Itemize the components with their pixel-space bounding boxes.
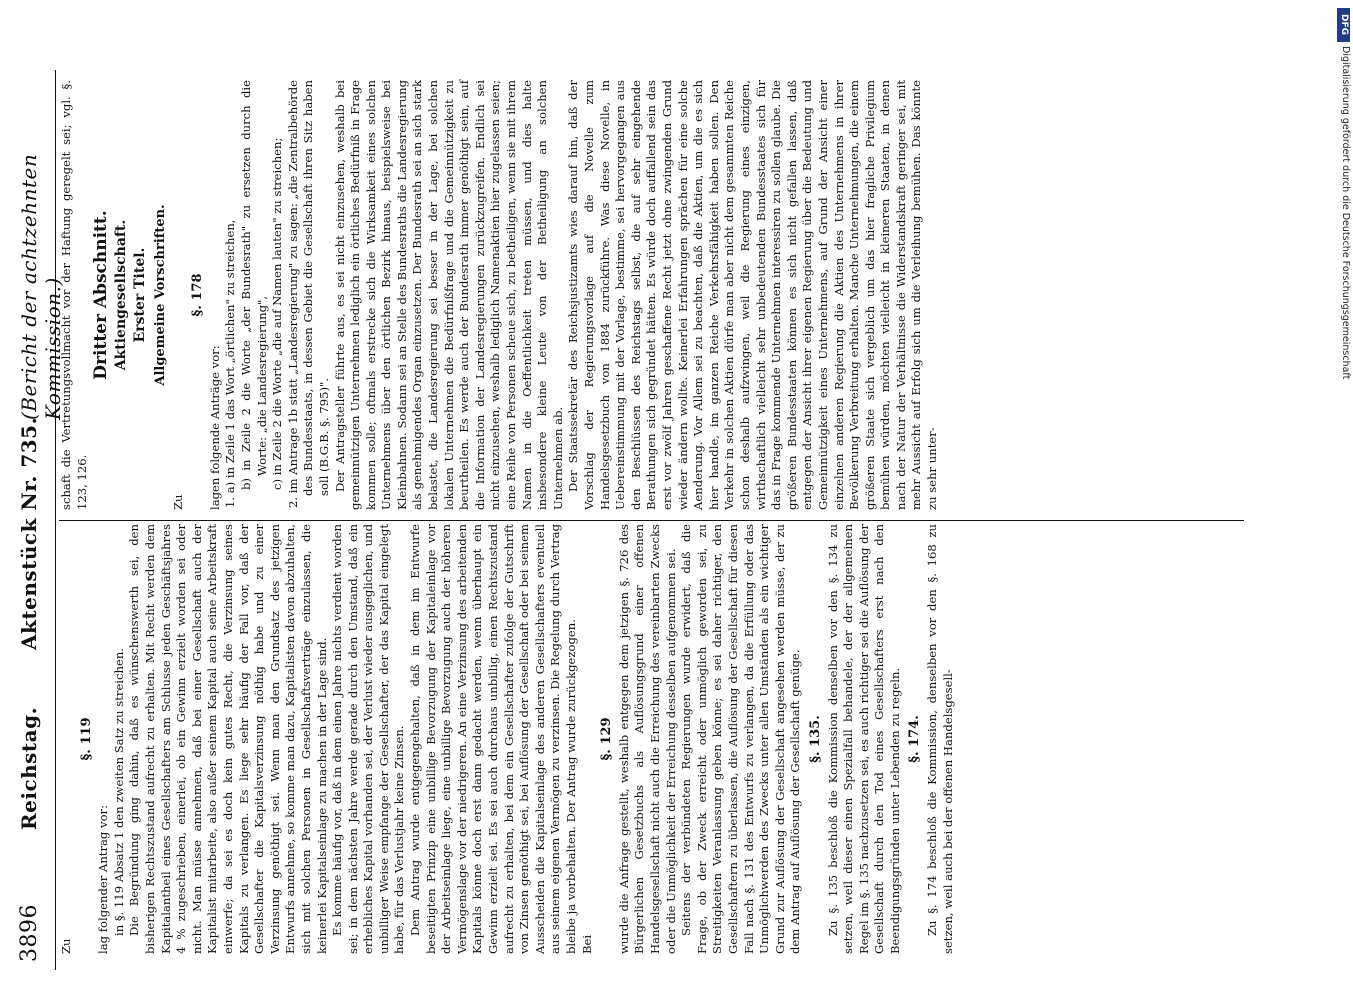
header-subtitle: (Bericht der achtzehnten Kommission.): [17, 153, 65, 420]
paragraph: Es komme häufig vor, daß in dem einen Jahre nichts verdient worden sei; in dem nächsten Jahre werde gerade durch den Umstand, daß ein erhebliches Kapital vorhanden sei, der Verlust wieder ausgeglichen, und unbilliger Weise empfange der Gesellschafter, der das Kapital eingelegt habe, für das Verlustjahr keine Zinsen.: [330, 524, 407, 954]
list-item: 2. im Antrage 1b statt „Landesregierung" zu sagen: „die Zentralbehörde des Bundesstaats, in dessen Gebiet die Gesellschaft ihren Sitz haben soll (B.G.B. §. 795)".: [285, 80, 331, 508]
list-item: 1. a) in Zeile 1 das Wort „örtlichen" zu streichen,: [223, 219, 238, 508]
list-item: c) in Zeile 2 die Worte „die auf Namen lauten" zu streichen;: [270, 137, 285, 490]
section-heading-dritter-abschnitt: Dritter Abschnitt.: [91, 210, 112, 380]
paragraph: Dem Antrag wurde entgegengehalten, daß in dem im Entwurfe beseitigten Prinzip eine unbillige Bevorzugung der Kapitaleinlage vor der Arbeitseinlage liege, eine unbillige Bevorzugung auch der höheren Vermögenslage vor der niedrigeren. An eine Verzinsung des arbeitenden Kapitals könne doch erst dann gedacht werden, wenn überhaupt ein Gewinn erzielt sei. Es sei auch durchaus unbillig, einen Rechtszustand aufrecht zu erhalten, bei dem ein Gesellschafter zufolge der Gutschrift von Zinsen genöthigt sei, bei Auflösung der Gesellschaft oder bei seinem Ausscheiden die Kapitalseinlage des anderen Gesellschafters eventuell aus seinem eigenen Vermögen zu verzinsen. Die Regelung durch Vertrag bleibe ja vorbehalten. Der Antrag wurde zurückgezogen.: [408, 524, 578, 954]
section-heading-178: §. 178: [190, 273, 206, 317]
digitization-credit-strip: [1337, 8, 1351, 568]
dfg-logo: DFG: [1337, 8, 1350, 42]
paragraph: Zu §. 135 beschloß die Kommission denselben vor den §. 134 zu setzen, weil dieser einen Spezialfall behandele, der der allgemeinen Regel im §. 135 nachzusetzen sei, es auch richtiger sei die Auflösung der Gesellschaft durch den Tod eines Gesellschafters erst nach den Beendigungsgründen unter Lebenden zu regeln.: [825, 524, 902, 954]
header-rule: [55, 70, 56, 970]
page-number: 3896: [17, 904, 42, 962]
section-heading-174: §. 174.: [907, 715, 923, 763]
title-subheading: Allgemeine Vorschriften.: [152, 204, 168, 386]
paragraph: lagen folgende Anträge vor:: [207, 345, 222, 510]
paragraph: Der Antragsteller führte aus, es sei nicht einzusehen, weshalb bei gemeinnützigen Unternehmen lediglich ein örtliches Bedürfniß in Frage kommen solle; oftmals erstrecke sich die Wirksamkeit eines solchen Unternehmens über den örtlichen Bezirk hinaus, beispielsweise bei Kleinbahnen. Sodann sei an Stelle des Bundesraths die Landesregierung als genehmigendes Organ einzusetzen. Der Bundesrath sei an sich stark belastet, die Landesregierung sei besser in der Lage, bei solchen lokalen Unternehmen die Bedürfnißfrage und die Gemeinnützigkeit zu beurtheilen. Es werde auch der Bundesrath immer genöthigt sein, auf die Information der Landesregierungen zurückzugreifen. Endlich sei nicht einzusehen, weshalb lediglich Namenaktien hier zugelassen seien; eine Reihe von Personen scheue sich, zu betheiligen, wenn sie mit ihrem Namen in die Oeffentlichkeit treten müssen, und dies halte insbesondere kleine Leute von der Betheiligung an solchen Unternehmen ab.: [332, 80, 565, 510]
list-item: b) in Zeile 2 die Worte „der Bundesrath" zu ersetzen durch die Worte: „die Landesregierung",: [238, 80, 269, 490]
column-divider: [59, 520, 1244, 521]
paragraph: Die Begründung ging dahin, daß es wünschenswerth sei, den bisherigen Rechtszustand aufrecht zu erhalten. Mit Recht werden dem Kapitalantheil eines Gesellschafters am Schlusse jeden Geschäftsjahres 4 % zugeschrieben, einerlei, ob ein Gewinn erzielt worden sei oder nicht. Man müsse annehmen, daß bei einer Gesellschaft auch der Kapitalist mitarbeite, also außer seinem Kapital auch seine Arbeitskraft einwerfe; da sei es doch kein gutes Recht, die Verzinsung seines Kapitals zu verlangen. Es liege sehr häufig der Fall vor, daß der Gesellschafter die Kapitalsverzinsung nöthig habe und zu einer Verzinsung genöthigt sei. Wenn man den Grundsatz des jetzigen Entwurfs annehme, so komme man dazu, Kapitalisten davon abzuhalten, sich mit solchen Personen in Gesellschaftsverträge einzulassen, die keinerlei Kapitalseinlage zu machen in der Lage sind.: [127, 524, 329, 954]
bei-label: Bei: [579, 934, 594, 954]
paragraph: Zu §. 174 beschloß die Kommission, denselben vor den §. 168 zu setzen, weil auch bei der offenen Handelsgesell-: [925, 524, 955, 954]
document-ref: Aktenstück Nr. 735.: [17, 416, 41, 650]
title-heading: Erster Titel.: [132, 247, 149, 343]
motion-text: in §. 119 Absatz 1 den zweiten Satz zu streichen.: [111, 648, 126, 936]
paragraph: wurde die Anfrage gestellt, weshalb entgegen dem jetzigen §. 726 des Bürgerlichen Gesetzbuchs als Auflösungsgrund einer offenen Handelsgesellschaft nicht auch die Erreichung des vereinbarten Zwecks oder die Unmöglichkeit der Erreichung desselben aufgenommen sei.: [616, 524, 678, 954]
left-column: [59, 524, 956, 954]
zu-label: Zu: [170, 494, 185, 510]
zu-label: Zu: [59, 938, 73, 954]
paragraph: schaft die Vertretungsvollmacht vor der Haftung geregelt sei; vgl. §. 123, 126.: [59, 80, 89, 510]
rotated-page: [0, 60, 1279, 980]
digitization-credit: Digitalisierung gefördert durch die Deutsche Forschungsgemeinschaft: [1340, 46, 1351, 380]
page-header: [9, 60, 65, 980]
paragraph: Seitens der verbündeten Regierungen wurde erwidert, daß die Frage, ob der Zweck erreicht oder unmöglich geworden sei, zu Streitigkeiten Veranlassung geben könne; es sei daher richtiger, den Gesellschaftern zu überlassen, die Auflösung der Gesellschaft für diesen Fall nach §. 131 des Entwurfs zu verlangen, da die Erfüllung oder das Unmöglichwerden des Zwecks unter allen Umständen als ein wichtiger Grund zur Auflösung der Gesellschaft angesehen werden müsse, der zu dem Antrag auf Auflösung der Gesellschaft genüge.: [679, 524, 803, 954]
paragraph: Der Staatssekretär des Reichsjustizamts wies darauf hin, daß der Vorschlag der Regierungsvorlage auf die Novelle zum Handelsgesetzbuch von 1884 zurückführe. Was diese Novelle, in Uebereinstimmung mit der Vorlage, bestimme, sei hervorgegangen aus den Beschlüssen des Reichstags selbst, die auf sehr eingehende Berathungen sich gegründet hätten. Es würde doch auffallend sein das erst vor zwölf Jahren geschaffene Recht jetzt ohne zwingenden Grund wieder ändern wollte. Keinerlei Erfahrungen sprächen für eine solche Aenderung. Vor Allem sei zu beachten, daß die Aktien, um die es sich hier handle, im ganzen Reiche Verkehrsfähigkeit haben sollen. Den Verkehr in solchen Aktien dürfe man aber nicht dem gesammten Reiche schon deshalb aufzwingen, weil die Regierung eines einzigen, wirthschaftlich vielleicht sehr unbedeutenden Bundesstaates sich für das in Frage kommende Unternehmen interessiren zu sollen glaube. Die größeren Bundesstaaten können es sich nicht gefallen lassen, daß entgegen der Ansicht ihrer eigenen Regierung über die Bedeutung und Gemeinnützigkeit eines Unternehmens, auf Grund der Ansicht einer einzelnen anderen Regierung die Aktien des Unternehmens in ihrer Bevölkerung Verbreitung erhalten. Manche Unternehmungen, die einem größeren Staate sich vergeblich um das hier fragliche Privilegium bemühen würden, möchten vielleicht in kleineren Staaten, in denen nach der Natur der Verhältnisse die Widerstandskraft geringer sei, mit mehr Aussicht auf Erfolg sich um die Verleihung bemühen. Das könnte zu sehr unter-: [566, 80, 940, 510]
section-heading-135: §. 135.: [807, 715, 823, 763]
section-heading-129: §. 129: [599, 717, 615, 761]
paragraph: lag folgender Antrag vor:: [96, 804, 111, 954]
section-heading-119: §. 119: [78, 717, 94, 761]
header-title: Reichstag.: [17, 706, 41, 830]
section-subheading: Aktiengesellschaft.: [112, 219, 129, 371]
right-column: [59, 80, 941, 510]
